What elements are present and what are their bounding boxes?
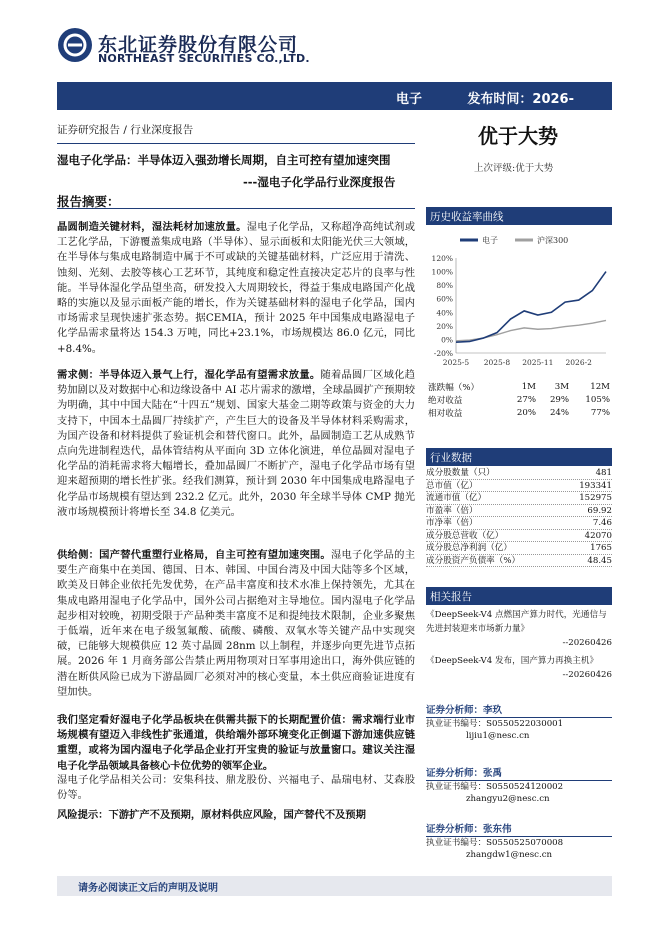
report-title: 湿电子化学品：半导体迈入强劲增长周期，自主可控有望加速突围 <box>57 153 391 167</box>
perf-table <box>426 380 612 419</box>
y-tick-label: -20% <box>433 349 453 358</box>
perf-chart <box>426 228 612 378</box>
company-name-cn: 东北证券股份有限公司 <box>98 34 299 56</box>
paragraph-companies: 湿电子化学品相关公司：安集科技、鼎龙股份、兴福电子、晶瑞电材、艾森股份等。 <box>57 774 415 802</box>
rating-previous: 上次评级:优于大势 <box>474 163 554 174</box>
series-line-1 <box>456 320 606 340</box>
y-tick-label: 0% <box>441 335 453 345</box>
y-tick-label: 120% <box>431 254 453 263</box>
divider <box>57 143 415 144</box>
legend-label: 电子 <box>482 236 498 245</box>
x-tick-label: 2025-11 <box>522 358 554 367</box>
y-tick-label: 20% <box>436 321 453 331</box>
table-row: 成分股总净利润（亿） 1765 <box>426 543 612 553</box>
report-subtitle: ---湿电子化学品行业深度报告 <box>243 175 396 189</box>
paragraph-2: 需求侧：半导体迈入景气上行，湿化学品有望需求放量。随着晶圆厂区域化趋势加剧以及对数据中心和边缘设备中 AI 芯片需求的激增，全球晶圆扩产预期较为明确，其中中国大陆在“十四五”规划、国家大基金二期等政策与资金的大力支持下，中国本土晶圆厂持续扩产，产生巨大的设备及半导体材料采购需求，为国产设备和材料提供了验证机会和替代窗口。此外，晶圆制造工艺从成熟节点向先进制程迭代，晶体管结构从平面向 3D 立体化演进，单位晶圆对湿电子化学品的消耗需求将大幅增长，叠加晶圆厂不断扩产，湿电子化学品市场有望迎来超预期的增长性扩张。经我们测算，预计到 2030 年中国集成电路湿电子化学品市场规模有望达到 232.2 亿元。此外，2030 年全球半导体 CMP 抛光液市场规模预计将增长至 34.8 亿美元。 <box>57 369 416 518</box>
table-row: 绝对收益 27% 29% 105% <box>428 394 610 406</box>
x-tick-label: 2025-8 <box>483 358 511 367</box>
table-row: 市盈率（倍） 69.92 <box>426 505 612 516</box>
table-row: 相对收益 20% 24% 77% <box>428 407 610 419</box>
paragraph-lead: 供给侧：国产替代重塑行业格局，自主可控有望加速突围。 <box>57 549 331 561</box>
paragraph-1: 晶圆制造关键材料，湿法耗材加速放量。湿电子化学品，又称超净高纯试剂或工艺化学品，下游覆盖集成电路（半导体）、显示面板和太阳能光伏三大领域，在半导体与集成电路制造中属于不可或缺的关键基础材料，广泛应用于清洗、蚀刻、光刻、去胶等核心工艺环节，其纯度和稳定性直接决定芯片的良率与性能。半导体湿化学品望坐高，研发投入大周期较长，得益于集成电路国产化战略的实施以及显示面板产能的增长，作为关键基础材料的湿电子化学品，国内市场需求呈现快速扩张态势。据CEMIA，预计 2025 年中国集成电路湿电子化学品需求量将达 154.3 万吨，同比+23.1%，市场规模达 86.0 亿元，同比+8.4%。 <box>57 221 415 355</box>
company-logo-icon <box>58 28 92 62</box>
table-row: 成分股总营收（亿） 42070 <box>426 530 612 541</box>
company-name-en: NORTHEAST SECURITIES CO.,LTD. <box>98 52 310 65</box>
x-tick-label: 2025-5 <box>442 358 470 367</box>
table-row: 成分股数量（只） 481 <box>426 468 612 478</box>
analyst-card: 证券分析师：张禹 执业证书编号：S0550524120002 zhangyu2@nesc.cn <box>426 768 612 805</box>
table-row: 总市值（亿） 193341 <box>426 480 612 491</box>
footer-disclaimer-link[interactable]: 请务必阅读正文后的声明及说明 <box>78 883 218 894</box>
legend-label: 沪深300 <box>537 236 569 245</box>
industry-label: 电子 <box>395 92 422 107</box>
y-tick-label: 40% <box>436 308 453 318</box>
table-row: 市净率（倍） 7.46 <box>426 518 612 528</box>
paragraph-lead: 需求侧：半导体迈入景气上行，湿化学品有望需求放量。 <box>57 369 321 381</box>
breadcrumb: 证券研究报告 / 行业深度报告 <box>57 124 194 136</box>
perf-chart-heading: 历史收益率曲线 <box>426 207 612 225</box>
summary-heading: 报告摘要： <box>57 194 120 209</box>
x-axis <box>443 358 592 367</box>
related-heading: 相关报告 <box>426 587 612 605</box>
table-row: 成分股资产负债率（%） 48.45 <box>426 555 612 566</box>
paragraph-risk: 风险提示：下游扩产不及预期，原材料供应风险，国产替代不及预期 <box>57 809 366 821</box>
analyst-card: 证券分析师：李玖 执业证书编号：S0550522030001 lijiu1@nesc.cn <box>426 705 612 742</box>
related-report-link[interactable]: 《DeepSeek-V4 发布，国产算力再换主机》 <box>426 656 599 666</box>
industry-data-table <box>426 467 612 567</box>
paragraph-conclusion: 我们坚定看好湿电子化学品板块在供需共振下的长期配置价值：需求端行业市场规模有望迈入非线性扩张通道，供给端外部环境变化正倒逼下游加速供应链重塑，或将为国内湿电子化学品企业打开宝贵的验证与放量窗口。建议关注湿电子化学品领域具备核心卡位优势的领军企业。 <box>57 714 415 772</box>
x-tick-label: 2026-2 <box>565 358 592 367</box>
paragraph-lead: 晶圆制造关键材料，湿法耗材加速放量。 <box>57 221 247 233</box>
related-reports: 《DeepSeek-V4 点燃国产算力时代，光通信与先进封装迎来市场新力量》 --20260426 《DeepSeek-V4 发布，国产算力再换主机》 --20260426 <box>426 610 612 680</box>
y-tick-label: 80% <box>436 281 453 291</box>
analyst-email[interactable]: zhangyu2@nesc.cn <box>466 794 550 804</box>
y-tick-label: 60% <box>436 294 453 304</box>
rating-current: 优于大势 <box>478 124 558 148</box>
related-report-link[interactable]: 《DeepSeek-V4 点燃国产算力时代，光通信与先进封装迎来市场新力量》 <box>426 610 607 634</box>
header-banner <box>57 82 612 110</box>
analyst-card: 证券分析师：张东伟 执业证书编号：S0550525070008 zhangdw1@nesc.cn <box>426 824 612 861</box>
chart-lines <box>456 272 606 343</box>
chart-legend <box>460 235 568 245</box>
y-tick-label: 100% <box>431 267 453 277</box>
analyst-email[interactable]: zhangdw1@nesc.cn <box>466 850 553 860</box>
table-header-row: 涨跌幅（%） 1M 3M 12M <box>428 381 610 393</box>
analyst-email[interactable]: lijiu1@nesc.cn <box>466 731 530 741</box>
table-row: 流通市值（亿） 152975 <box>426 493 612 503</box>
paragraph-3: 供给侧：国产替代重塑行业格局，自主可控有望加速突围。湿电子化学品的主要生产商集中在美国、德国、日本、韩国、中国台湾及中国大陆等多个区域，欧美及日韩企业依托先发优势，在产品丰富度和技术水准上保持领先，尤其在集成电路用湿电子化学品中，国外公司占据绝对主导地位。国内湿电子化学品起步相对较晚，初期受限于产品种类丰富度不足和提纯技术限制，企业多聚焦于低端，近年来在电子级氢氟酸、硫酸、磷酸、双氧水等关键产品中实现突破，已能够大规模供应 12 英寸晶圆 28nm 以上制程，并逐步向更先进节点拓展。2026 年 1 月商务部公告禁止两用物项对日军事用途出口，海外供应链的潜在断供风险已成为下游晶圆厂必须对冲的核心变量，本土供应商验证进度有望加快。 <box>57 549 416 698</box>
publish-date: 发布时间：2026- <box>467 92 574 107</box>
industry-data-heading: 行业数据 <box>426 448 612 466</box>
series-line-0 <box>456 272 606 343</box>
